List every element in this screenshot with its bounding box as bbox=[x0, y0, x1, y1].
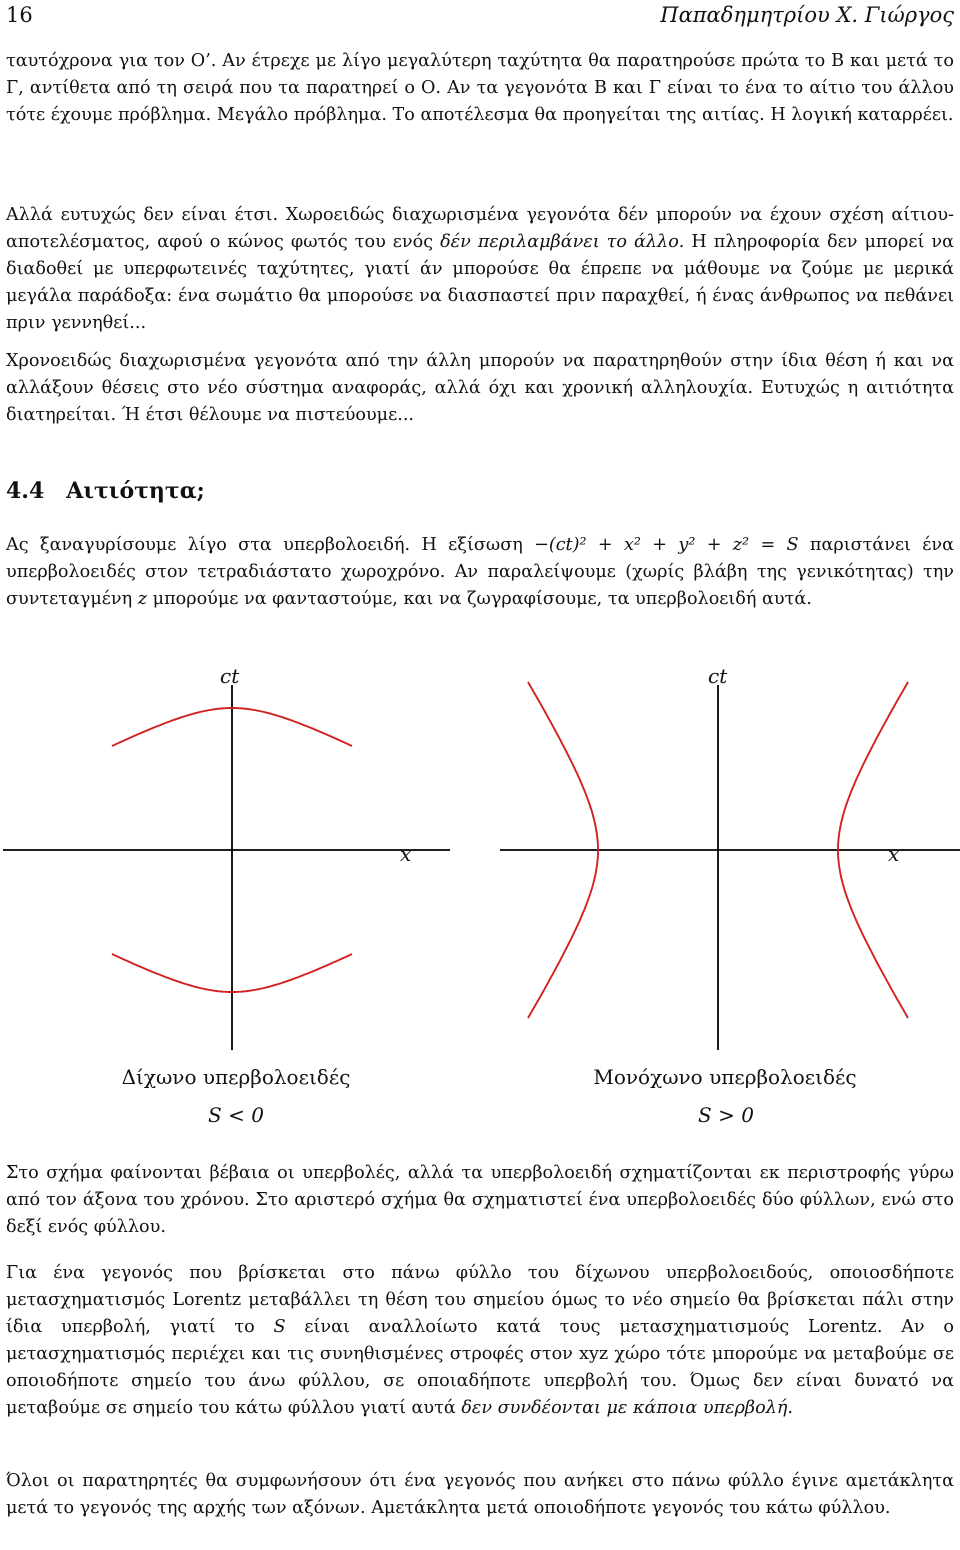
paragraph-2-text-a: Αλλά ευτυχώς δεν είναι έτσι. Χωροειδώς διαχωρισμένα γεγονότα δέν μπορούν να έχουν σχέση αίτιου-αποτελέσματος, αφού ο κώνος φωτός του ενός bbox=[6, 205, 954, 252]
invariant-s: S bbox=[273, 1317, 286, 1337]
paragraph-3: Χρονοειδώς διαχωρισμένα γεγονότα από την άλλη μπορούν να παρατηρηθούν στην ίδια θέση ή και να αλλάξουν θέσεις στο νέο σύστημα αναφοράς, αλλά όχι και χρονική αλληλουχία. Ευτυχώς η αιτιότητα διατηρείται. Ή έτσι θέλουμε να πιστεύουμε... bbox=[6, 351, 954, 425]
section-heading bbox=[6, 476, 954, 506]
paragraph-2 bbox=[6, 202, 954, 337]
left-ct-label: ct bbox=[220, 664, 240, 688]
right-condition: S > 0 bbox=[698, 1103, 754, 1127]
paragraph-4-text-a: Ας ξαναγυρίσουμε λίγο στα υπερβολοειδή. Η εξίσωση bbox=[6, 535, 535, 555]
section-number: 4.4 bbox=[6, 478, 45, 504]
paragraph-5: Στο σχήμα φαίνονται βέβαια οι υπερβολές, αλλά τα υπερβολοειδή σχηματίζονται εκ περιστροφής γύρω από τον άξονα του χρόνου. Στο αριστερό σχήμα θα σχηματιστεί ένα υπερβολοειδές δύο φύλλων, ενώ στο δεξί ενός φύλλου. bbox=[6, 1163, 954, 1237]
paragraph-1: ταυτόχρονα για τον Ο’. Αν έτρεχε με λίγο μεγαλύτερη ταχύτητα θα παρατηρούσε πρώτα το Β και μετά το Γ, αντίθετα από τη σειρά που τα παρατηρεί ο Ο. Αν τα γεγονότα Β και Γ είναι το ένα το αίτιο του άλλου τότε έχουμε πρόβλημα. Μεγάλο πρόβλημα. Το αποτέλεσμα θα προηγείται της αιτίας. Η λογική καταρρέει. bbox=[6, 51, 954, 125]
right-ct-label: ct bbox=[708, 664, 728, 688]
paragraph-4-text-c: μπορούμε να φανταστούμε, και να ζωγραφίσουμε, τα υπερβολοειδή αυτά. bbox=[147, 589, 812, 609]
paragraph-4 bbox=[6, 532, 954, 613]
left-x-label: x bbox=[400, 842, 412, 866]
hyperboloid-equation: −(ct)² + x² + y² + z² = S bbox=[534, 535, 799, 555]
z-coordinate: z bbox=[137, 589, 148, 609]
paragraph-6-text-b: είναι αναλλοίωτο κατά τους μετασχηματισμούς Lorentz. Αν ο μετασχηματισμός περιέχει και τις συνηθισμένες στροφές στον xyz χώρο τότε μπορούμε να μεταβούμε σε οποιοδήποτε σημείο του άνω φύλλου, σε οποιαδήποτε υπερβολή του. Όμως δεν είναι δυνατό να μεταβούμε σε σημείο του κάτω φύλλου γιατί αυτά bbox=[6, 1317, 955, 1418]
page-header bbox=[6, 0, 954, 30]
right-x-label: x bbox=[888, 842, 900, 866]
paragraph-6-emphasis: δεν συνδέονται με κάποια υπερβολή. bbox=[461, 1398, 793, 1418]
paragraph-4-text-b: παριστάνει ένα υπερβολοειδές στον τετραδιάστατο χωροχρόνο. Αν παραλείψουμε (χωρίς βλάβη της γενικότητας) την συντεταγμένη bbox=[6, 535, 954, 609]
right-caption: Μονόχωνο υπερβολοειδές bbox=[593, 1065, 857, 1089]
paragraph-2-emphasis: δέν περιλαμβάνει το άλλο. bbox=[440, 232, 685, 252]
paragraph-6 bbox=[6, 1260, 954, 1422]
running-author: Παπαδημητρίου Χ. Γιώργος bbox=[660, 3, 954, 27]
left-caption: Δίχωνο υπερβολοειδές bbox=[121, 1065, 351, 1089]
hyperboloid-figure bbox=[0, 640, 960, 1140]
left-condition: S < 0 bbox=[208, 1103, 264, 1127]
section-title: Αιτιότητα; bbox=[66, 478, 205, 504]
paragraph-7: Όλοι οι παρατηρητές θα συμφωνήσουν ότι ένα γεγονός που ανήκει στο πάνω φύλλο έγινε αμετάκλητα μετά το γεγονός της αρχής των αξόνων. Αμετάκλητα μετά οποιοδήποτε γεγονός του κάτω φύλλου. bbox=[6, 1471, 954, 1518]
page-number: 16 bbox=[6, 3, 33, 27]
paragraph-6-text-a: Για ένα γεγονός που βρίσκεται στο πάνω φύλλο του δίχωνου υπερβολοειδούς, οποιοσδήποτε μετασχηματισμός Lorentz μεταβάλλει τη θέση του σημείου όμως το νέο σημείο θα βρίσκεται πάλι στην ίδια υπερβολή, γιατί το bbox=[6, 1263, 954, 1337]
paragraph-2-text-b: Η πληροφορία δεν μπορεί να διαδοθεί με υπερφωτεινές ταχύτητες, γιατί άν μπορούσε θα έπρεπε να μάθουμε να ζούμε με μερικά μεγάλα παράδοξα: ένα σωμάτιο θα μπορούσε να διασπαστεί πριν παραχθεί, ή ένας άνθρωπος να πεθάνει πριν γεννηθεί... bbox=[6, 232, 954, 333]
